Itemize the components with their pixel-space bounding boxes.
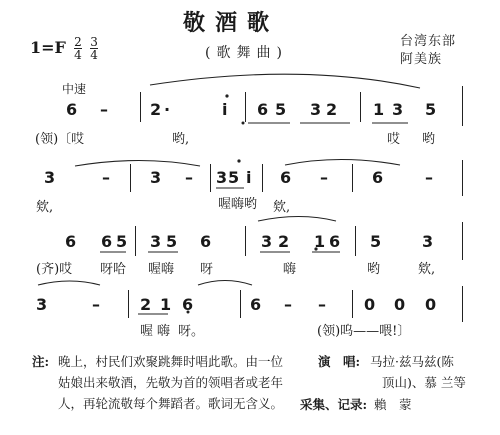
note: 3	[150, 232, 162, 251]
note: 6	[66, 100, 78, 119]
region-line-2: 阿美族	[400, 52, 443, 67]
lyric: 呀	[200, 262, 214, 277]
lyric: (齐)哎	[36, 262, 73, 277]
key-signature: 1=F	[30, 38, 66, 57]
note: 3	[44, 168, 56, 187]
note: i	[222, 100, 228, 119]
footnote-line-1: 晚上，村民们欢聚跳舞时唱此歌。由一位	[58, 354, 284, 369]
note: 5	[275, 100, 287, 119]
note: –	[320, 168, 328, 187]
slur-row1	[150, 74, 420, 88]
note: 0	[364, 295, 376, 314]
note: 3	[422, 232, 434, 251]
lyric: 欸,	[36, 200, 54, 215]
note: 2	[278, 232, 290, 251]
note: 5	[116, 232, 128, 251]
note: 0	[394, 295, 406, 314]
note: 6	[182, 295, 194, 314]
tempo-marking: 中速	[62, 82, 87, 96]
song-title: 敬酒歌	[183, 10, 280, 36]
note: –	[92, 295, 100, 314]
singer-line-2: 顶山)、慕 兰等	[382, 375, 466, 390]
note: 6	[280, 168, 292, 187]
slur-row3	[258, 217, 336, 222]
song-subtitle: (歌舞曲)	[205, 45, 288, 61]
note: –	[100, 100, 108, 119]
lyric: 哎	[387, 132, 401, 147]
footnote-line-3: 人，再轮流敬每个舞蹈者。歌词无含义。	[58, 396, 284, 411]
note: 2	[150, 100, 162, 119]
note: –	[284, 295, 292, 314]
note: 3	[216, 168, 228, 187]
lyric: 嗨	[283, 262, 297, 277]
lyric: 喔嗨	[148, 262, 175, 277]
note: ·	[164, 100, 171, 119]
lyric: 喔嗨哟	[218, 197, 258, 212]
note: –	[425, 168, 433, 187]
note: –	[102, 168, 110, 187]
note: 0	[425, 295, 437, 314]
note: –	[318, 295, 326, 314]
note: 2	[140, 295, 152, 314]
note: 5	[370, 232, 382, 251]
lyric: 欸,	[418, 262, 436, 277]
collector-name: 賴 蒙	[374, 397, 412, 412]
time-signature-2: $\frac{3}{4}$	[90, 35, 98, 62]
note: 6	[329, 232, 341, 251]
note: 2	[326, 100, 338, 119]
note: 3	[36, 295, 48, 314]
note: 6	[372, 168, 384, 187]
note: 5	[228, 168, 240, 187]
tie-row2-a	[75, 161, 200, 167]
footnote-line-2: 姑娘出来敬酒，先敬为首的领唱者或老年	[58, 375, 284, 390]
note: 1	[373, 100, 385, 119]
lyric: 哟	[422, 132, 436, 147]
lyric: 呀。	[178, 324, 205, 339]
lyric: (领)呜——喂!〕	[317, 324, 411, 339]
note: 5	[425, 100, 437, 119]
time-signature-1: $\frac{2}{4}$	[74, 35, 82, 62]
lyric: 喔	[140, 324, 154, 339]
note: 3	[392, 100, 404, 119]
lyric: 哟,	[172, 132, 190, 147]
singer-label: 演 唱:	[318, 354, 361, 369]
lyric: 欸,	[273, 200, 291, 215]
lyric: 哟	[367, 262, 381, 277]
note: 6	[65, 232, 77, 251]
lyric: 嗨	[157, 324, 171, 339]
note: –	[185, 168, 193, 187]
note: i	[246, 168, 252, 187]
singer-line-1: 马拉·兹马兹(陈	[370, 354, 454, 369]
note: 6	[257, 100, 269, 119]
tie-row4-a	[38, 281, 100, 285]
note: 3	[261, 232, 273, 251]
note: 5	[166, 232, 178, 251]
note: 6	[250, 295, 262, 314]
lyric: (领)〔哎	[35, 132, 85, 147]
tie-row2-b	[285, 160, 400, 166]
lyric: 呀哈	[100, 262, 127, 277]
note: 6	[200, 232, 212, 251]
collector-label: 采集、记录:	[300, 397, 368, 412]
note: 3	[150, 168, 162, 187]
note: 1	[160, 295, 172, 314]
note: 6	[101, 232, 113, 251]
footnote-label: 注:	[32, 354, 50, 369]
note: 3	[310, 100, 322, 119]
region-line-1: 台湾东部	[400, 34, 457, 49]
note: 1	[314, 232, 326, 251]
tie-row4-b	[198, 281, 252, 286]
